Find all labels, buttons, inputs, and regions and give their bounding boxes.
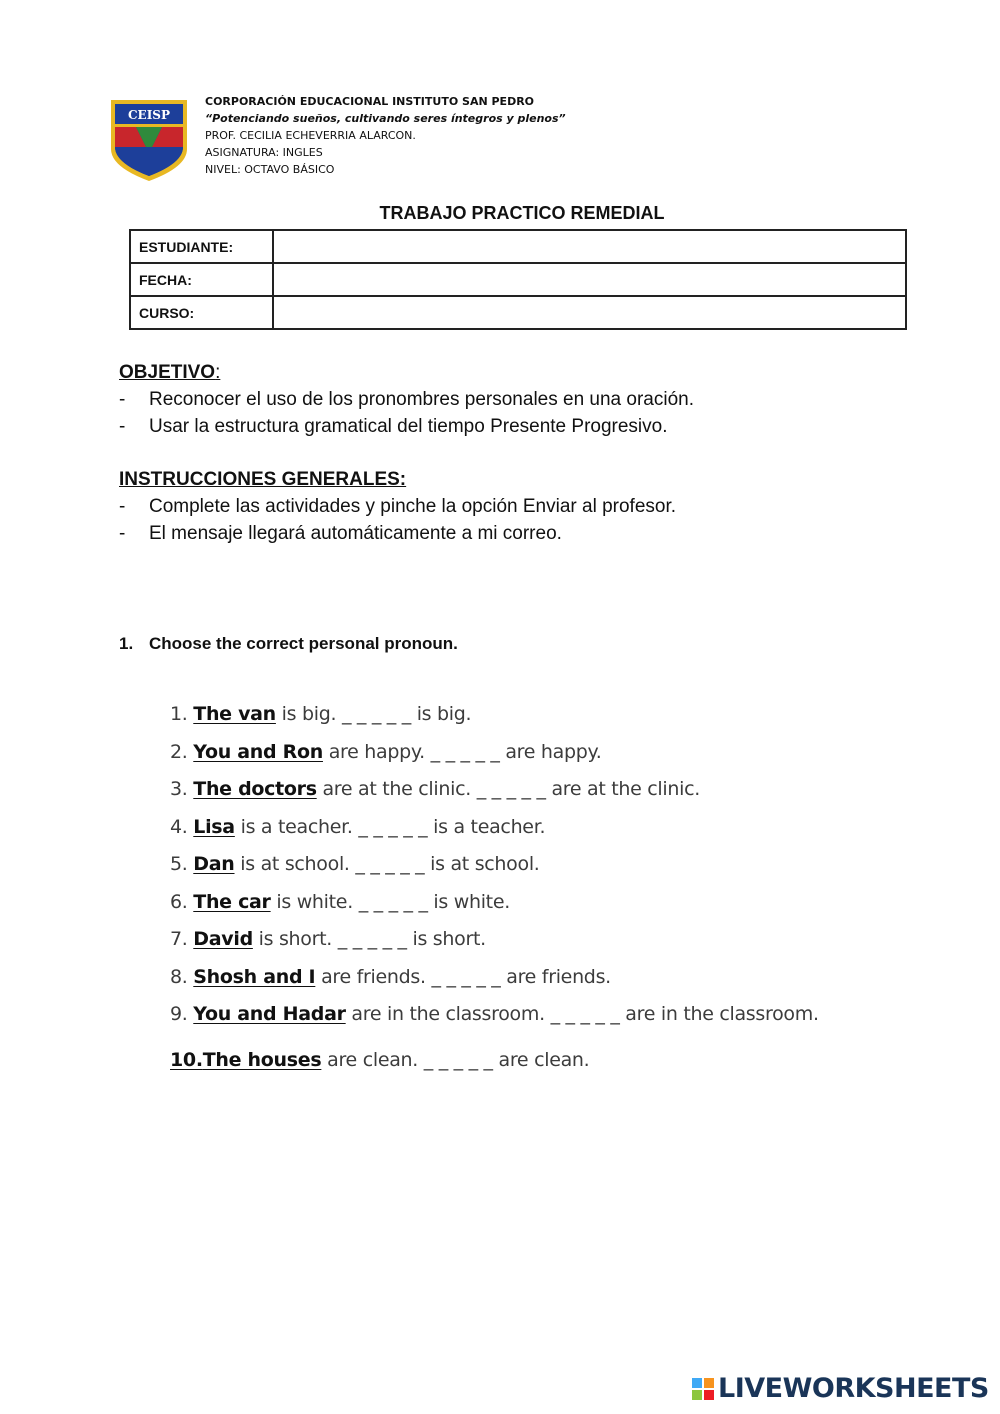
subject-name: ASIGNATURA: INGLES <box>205 146 323 159</box>
question-title: 1. Choose the correct personal pronoun. <box>119 634 458 653</box>
school-name: CORPORACIÓN EDUCACIONAL INSTITUTO SAN PEDRO <box>205 95 535 108</box>
instructions-heading: INSTRUCCIONES GENERALES: <box>119 469 407 490</box>
exercise-item: 3. The doctors are at the clinic. _ _ _ _ _ are at the clinic. <box>170 778 700 800</box>
exercise-item: 7. David is short. _ _ _ _ _ is short. <box>170 928 486 950</box>
exercise-item: 6. The car is white. _ _ _ _ _ is white. <box>170 891 510 913</box>
table-row <box>130 263 906 296</box>
document-title: TRABAJO PRACTICO REMEDIAL <box>379 203 665 223</box>
answer-blank[interactable]: _ _ _ _ _ <box>341 703 411 725</box>
table-row <box>130 296 906 329</box>
student-field[interactable] <box>273 230 906 263</box>
teacher-name: PROF. CECILIA ECHEVERRIA ALARCON. <box>205 129 416 142</box>
table-row <box>130 230 906 263</box>
school-logo-icon <box>108 97 190 183</box>
exercise-item: 2. You and Ron are happy. _ _ _ _ _ are happy. <box>170 741 602 763</box>
date-field[interactable] <box>273 263 906 296</box>
answer-blank[interactable]: _ _ _ _ _ <box>550 1003 620 1025</box>
course-label: CURSO: <box>130 296 273 329</box>
school-motto: “Potenciando sueños, cultivando seres íntegros y plenos” <box>205 112 566 125</box>
list-item: - Usar la estructura gramatical del tiempo Presente Progresivo. <box>119 416 668 437</box>
level-name: NIVEL: OCTAVO BÁSICO <box>205 163 335 176</box>
list-item: - Reconocer el uso de los pronombres personales en una oración. <box>119 389 694 410</box>
svg-text:CEISP: CEISP <box>128 108 170 122</box>
brand-name: LIVEWORKSHEETS <box>718 1373 989 1404</box>
answer-blank[interactable]: _ _ _ _ _ <box>355 853 425 875</box>
exercise-item: 1. The van is big. _ _ _ _ _ is big. <box>170 703 472 725</box>
course-field[interactable] <box>273 296 906 329</box>
exercise-item: 9. You and Hadar are in the classroom. _ _ _ _ _ are in the classroom. <box>170 1003 819 1025</box>
answer-blank[interactable]: _ _ _ _ _ <box>358 816 428 838</box>
exercise-item: 10.The houses are clean. _ _ _ _ _ are clean. <box>170 1049 590 1071</box>
answer-blank[interactable]: _ _ _ _ _ <box>476 778 546 800</box>
date-label: FECHA: <box>130 263 273 296</box>
student-info-table <box>129 229 907 330</box>
liveworksheets-brand <box>692 1373 989 1404</box>
exercise-item: 4. Lisa is a teacher. _ _ _ _ _ is a teacher. <box>170 816 546 838</box>
liveworksheets-logo-icon <box>692 1378 714 1400</box>
school-header <box>205 93 566 178</box>
answer-blank[interactable]: _ _ _ _ _ <box>337 928 407 950</box>
list-item: - El mensaje llegará automáticamente a mi correo. <box>119 523 562 544</box>
list-item: - Complete las actividades y pinche la opción Enviar al profesor. <box>119 496 677 517</box>
answer-blank[interactable]: _ _ _ _ _ <box>358 891 428 913</box>
answer-blank[interactable]: _ _ _ _ _ <box>430 741 500 763</box>
exercise-item: 5. Dan is at school. _ _ _ _ _ is at school. <box>170 853 540 875</box>
answer-blank[interactable]: _ _ _ _ _ <box>423 1049 493 1071</box>
exercise-item: 8. Shosh and I are friends. _ _ _ _ _ are friends. <box>170 966 611 988</box>
student-label: ESTUDIANTE: <box>130 230 273 263</box>
answer-blank[interactable]: _ _ _ _ _ <box>431 966 501 988</box>
objective-heading: OBJETIVO: <box>119 362 221 383</box>
